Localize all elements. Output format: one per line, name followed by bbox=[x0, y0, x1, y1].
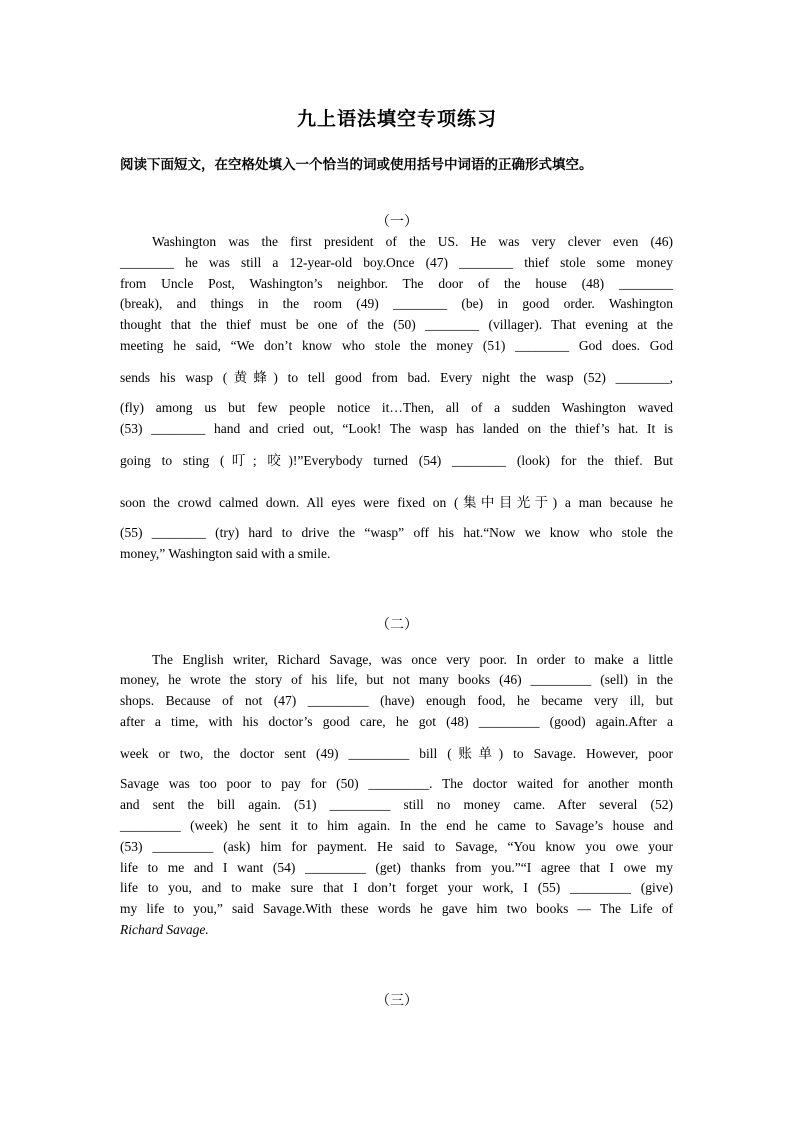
section-2-line: _________ (week) he sent it to him again. In the end he came to Savage’s house and bbox=[120, 818, 673, 833]
section-1-line: ________ he was still a 12-year-old boy.Once (47) ________ thief stole some money bbox=[120, 255, 673, 270]
section-1-line: from Uncle Post, Washington’s neighbor. The door of the house (48) ________ bbox=[120, 276, 673, 291]
section-1-line: soon the crowd calmed down. All eyes were fixed on (集中目光于) a man because he bbox=[120, 495, 673, 510]
section-2-line: shops. Because of not (47) _________ (have) enough food, he became very ill, but bbox=[120, 693, 673, 708]
section-1-line: Washington was the first president of the US. He was very clever even (46) bbox=[152, 234, 673, 249]
section-1-line: (break), and things in the room (49) ________ (be) in good order. Washington bbox=[120, 296, 673, 311]
section-3-heading: （三） bbox=[376, 993, 418, 1009]
section-1-line: money,” Washington said with a smile. bbox=[120, 546, 331, 561]
section-1-line: (fly) among us but few people notice it…Then, all of a sudden Washington waved bbox=[120, 400, 673, 415]
section-2-line: life to you, and to make sure that I don’t forget your work, I (55) _________ (give) bbox=[120, 880, 673, 895]
section-2-line: after a time, with his doctor’s good care, he got (48) _________ (good) again.After a bbox=[120, 714, 673, 729]
section-1-line: going to sting (叮; 咬)!”Everybody turned (54) ________ (look) for the thief. But bbox=[120, 453, 673, 468]
section-2-line: Richard Savage. bbox=[120, 922, 209, 937]
section-1-line: (55) ________ (try) hard to drive the “wasp” off his hat.“Now we know who stole the bbox=[120, 525, 673, 540]
section-1-heading: （一） bbox=[376, 214, 418, 230]
section-2-line: Savage was too poor to pay for (50) _________. The doctor waited for another month bbox=[120, 776, 673, 791]
section-1-line: thought that the thief must be one of the (50) ________ (villager). That evening at the bbox=[120, 317, 673, 332]
section-2-line: money, he wrote the story of his life, but not many books (46) _________ (sell) in the bbox=[120, 672, 673, 687]
instruction-text: 阅读下面短文，在空格处填入一个恰当的词或使用括号中词语的正确形式填空。 bbox=[120, 157, 593, 173]
section-2-line: week or two, the doctor sent (49) _________ bill (账单) to Savage. However, poor bbox=[120, 746, 673, 761]
section-2-heading: （二） bbox=[376, 617, 418, 633]
section-2-line: life to me and I want (54) _________ (get) thanks from you.”“I agree that I owe my bbox=[120, 860, 673, 875]
page-title: 九上语法填空专项练习 bbox=[296, 108, 497, 130]
section-2-line: (53) _________ (ask) him for payment. He said to Savage, “You know you owe your bbox=[120, 839, 673, 854]
section-2-line: The English writer, Richard Savage, was once very poor. In order to make a little bbox=[152, 652, 673, 667]
section-1-line: meeting he said, “We don’t know who stole the money (51) ________ God does. God bbox=[120, 338, 673, 353]
section-2-line: and sent the bill again. (51) _________ still no money came. After several (52) bbox=[120, 797, 673, 812]
section-1-line: sends his wasp (黄蜂) to tell good from bad. Every night the wasp (52) ________, bbox=[120, 370, 673, 385]
section-2-line: my life to you,” said Savage.With these words he gave him two books — The Life of bbox=[120, 901, 673, 916]
section-1-line: (53) ________ hand and cried out, “Look! The wasp has landed on the thief’s hat. It is bbox=[120, 421, 673, 436]
